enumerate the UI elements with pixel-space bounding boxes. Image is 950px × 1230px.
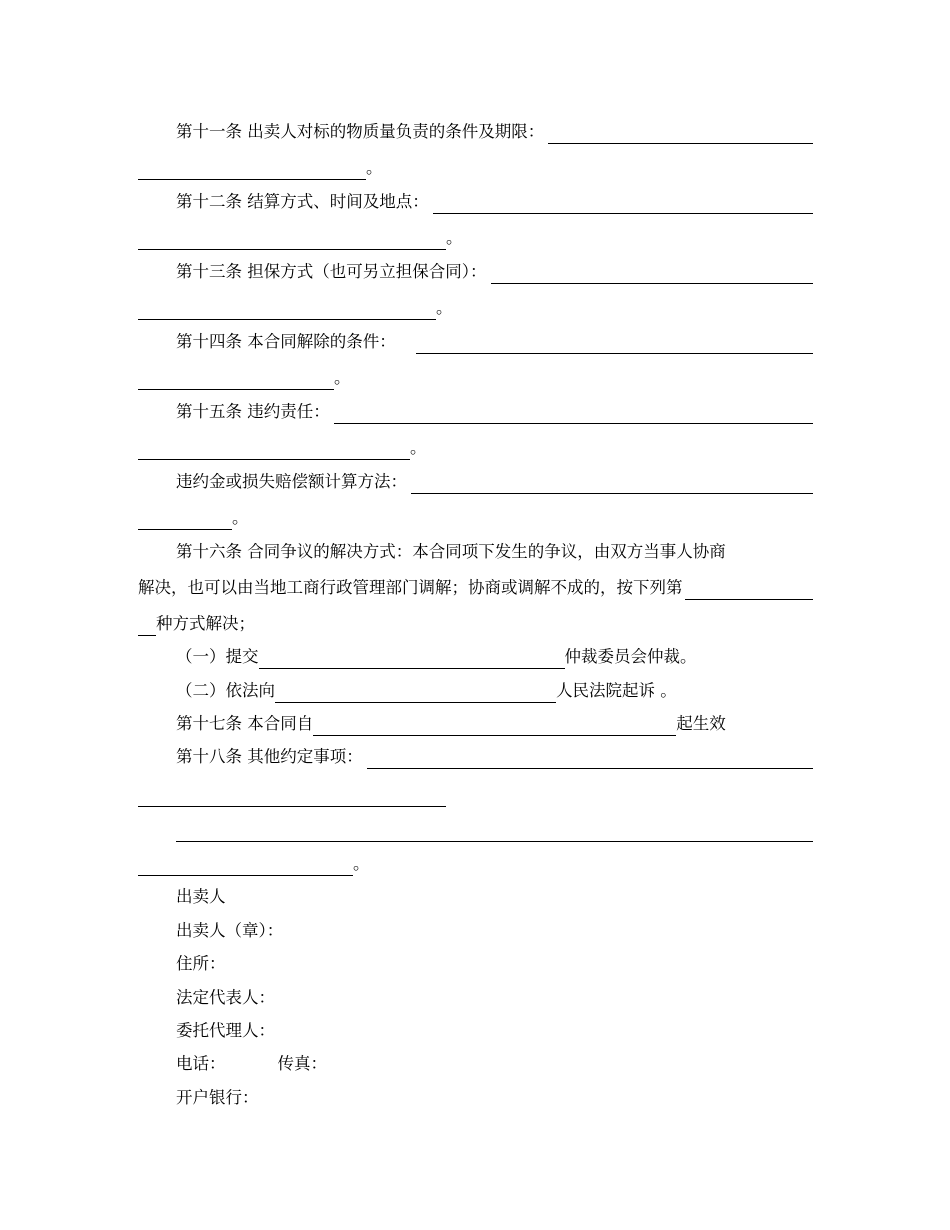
clause-18-blank bbox=[367, 751, 813, 769]
period: 。 bbox=[410, 438, 427, 457]
clause-16-choice-blank-2 bbox=[138, 618, 156, 636]
clause-16-line-1: 第十六条 合同争议的解决方式：本合同项下发生的争议，由双方当事人协商 bbox=[176, 542, 726, 561]
phone-fax-line bbox=[138, 1052, 813, 1076]
clause-16-choice-blank bbox=[685, 582, 814, 600]
clause-15-line-2 bbox=[138, 436, 813, 460]
clause-15-label: 第十五条 违约责任： bbox=[176, 402, 330, 421]
clause-14-label: 第十四条 本合同解除的条件： bbox=[176, 332, 396, 351]
clause-11-line-2 bbox=[138, 156, 813, 180]
period: 。 bbox=[334, 368, 351, 387]
clause-16-line-2 bbox=[138, 576, 813, 600]
agent-label: 委托代理人： bbox=[176, 1021, 275, 1040]
option-2-blank bbox=[275, 685, 556, 703]
legal-rep-label: 法定代表人： bbox=[176, 988, 275, 1007]
option-2-suffix: 人民法院起诉 。 bbox=[556, 681, 677, 700]
clause-16-text-3: 种方式解决； bbox=[156, 614, 255, 633]
period: 。 bbox=[353, 854, 370, 873]
clause-17-blank bbox=[313, 718, 676, 736]
clause-13-line bbox=[138, 260, 813, 284]
option-2-line bbox=[138, 679, 813, 703]
period: 。 bbox=[232, 508, 249, 527]
clause-14-blank bbox=[416, 336, 813, 354]
clause-18-line-4 bbox=[138, 852, 813, 876]
clause-13-label: 第十三条 担保方式（也可另立担保合同）： bbox=[176, 262, 487, 281]
clause-18-line-3 bbox=[138, 818, 813, 842]
clause-14-line-2 bbox=[138, 366, 813, 390]
clause-16-line-3 bbox=[138, 612, 813, 636]
penalty-blank-2 bbox=[138, 512, 232, 530]
clause-14-blank-2 bbox=[138, 372, 334, 390]
clause-13-line-2 bbox=[138, 296, 813, 320]
address-label: 住所： bbox=[176, 954, 226, 973]
period: 。 bbox=[366, 158, 383, 177]
clause-18-blank-3 bbox=[176, 824, 813, 842]
option-1-line bbox=[138, 645, 813, 669]
clause-12-blank bbox=[433, 196, 813, 214]
clause-11-line bbox=[138, 120, 813, 144]
option-1-suffix: 仲裁委员会仲裁。 bbox=[564, 647, 697, 666]
seller-seal-label: 出卖人（章）： bbox=[176, 921, 284, 940]
clause-11-blank bbox=[548, 126, 813, 144]
clause-12-line-2 bbox=[138, 226, 813, 250]
clause-18-line-2 bbox=[138, 783, 813, 807]
penalty-line-2 bbox=[138, 506, 813, 530]
clause-12-line bbox=[138, 190, 813, 214]
clause-17-prefix: 第十七条 本合同自 bbox=[176, 714, 314, 733]
clause-11-label: 第十一条 出卖人对标的物质量负责的条件及期限： bbox=[176, 122, 545, 141]
period: 。 bbox=[446, 228, 463, 247]
clause-16-text-2: 解决，也可以由当地工商行政管理部门调解；协商或调解不成的，按下列第 bbox=[138, 578, 683, 597]
clause-18-line bbox=[138, 745, 813, 769]
seller-heading: 出卖人 bbox=[176, 887, 226, 906]
clause-11-blank-2 bbox=[138, 162, 366, 180]
clause-18-label: 第十八条 其他约定事项： bbox=[176, 747, 363, 766]
bank-label: 开户银行： bbox=[176, 1088, 259, 1107]
penalty-label: 违约金或损失赔偿额计算方法： bbox=[176, 472, 407, 491]
clause-15-blank-2 bbox=[138, 442, 410, 460]
clause-12-blank-2 bbox=[138, 232, 446, 250]
penalty-blank bbox=[411, 476, 813, 494]
clause-14-line bbox=[138, 330, 813, 354]
option-2-prefix: （二）依法向 bbox=[176, 681, 275, 700]
clause-13-blank bbox=[491, 266, 814, 284]
clause-17-line bbox=[138, 712, 813, 736]
clause-15-line bbox=[138, 400, 813, 424]
fax-label: 传真： bbox=[277, 1054, 327, 1073]
clause-15-blank bbox=[334, 406, 813, 424]
clause-18-blank-4 bbox=[138, 858, 353, 876]
period: 。 bbox=[436, 298, 453, 317]
clause-17-suffix: 起生效 bbox=[676, 714, 726, 733]
clause-12-label: 第十二条 结算方式、时间及地点： bbox=[176, 192, 429, 211]
penalty-line bbox=[138, 470, 813, 494]
clause-18-blank-2 bbox=[138, 789, 446, 807]
option-1-prefix: （一）提交 bbox=[176, 647, 259, 666]
clause-13-blank-2 bbox=[138, 302, 436, 320]
option-1-blank bbox=[259, 651, 565, 669]
phone-label: 电话： bbox=[176, 1054, 226, 1073]
